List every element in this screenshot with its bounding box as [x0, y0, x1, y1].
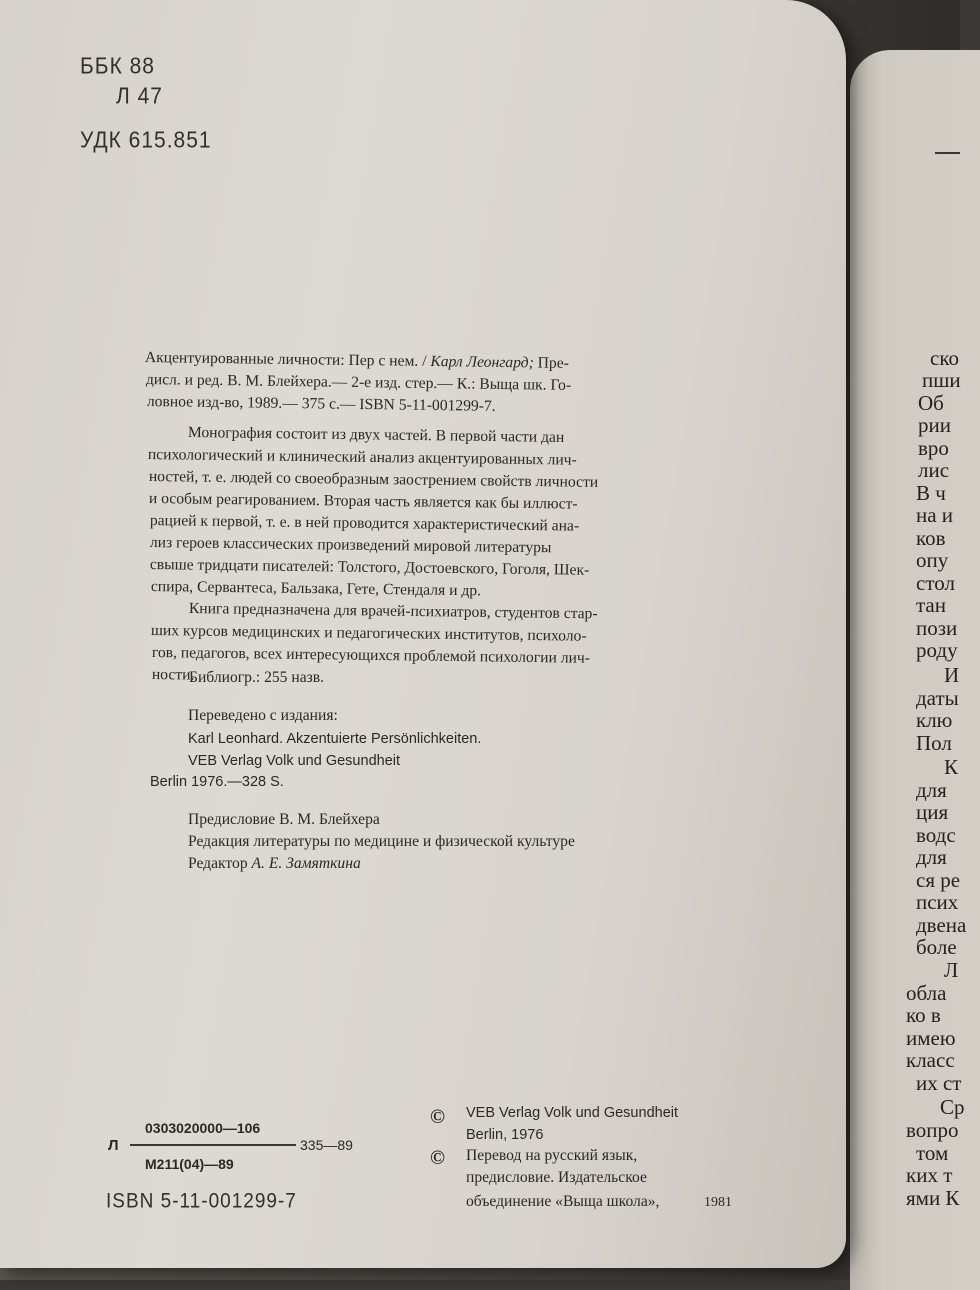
facing-fragment: псих	[916, 890, 959, 914]
annotation-line: Монография состоит из двух частей. В первой части дан	[187, 424, 565, 446]
facing-fragment: ков	[916, 526, 946, 550]
original-publisher: VEB Verlag Volk und Gesundheit	[188, 753, 401, 769]
facing-fragment: пози	[916, 616, 958, 640]
editor-name: А. Е. Замяткина	[251, 855, 361, 872]
record-line-3: ловное изд-во, 1989.— 375 с.— ISBN 5-11-001299-7.	[146, 393, 496, 415]
translation-copyright: объединение «Выща школа»,	[466, 1193, 660, 1210]
facing-fragment: Пол	[916, 731, 952, 755]
original-title: Karl Leonhard. Akzentuierte Persönlichkeiten.	[188, 731, 482, 747]
facing-fragment: клю	[916, 708, 953, 732]
editor-credit	[188, 856, 361, 872]
imprint-letter: Л	[108, 1137, 119, 1154]
facing-fragment: лис	[918, 458, 950, 482]
facing-fragment: ко в	[906, 1003, 941, 1027]
editor-label: Редактор	[188, 855, 252, 872]
facing-fragment: К	[944, 755, 959, 779]
facing-page-rule	[935, 152, 960, 154]
facing-fragment: вро	[918, 436, 949, 460]
facing-fragment: том	[916, 1141, 949, 1165]
isbn: ISBN 5-11-001299-7	[106, 1189, 297, 1214]
annotation-line: и особым реагированием. Вторая часть является как бы иллюст-	[148, 490, 578, 513]
facing-fragment: вопро	[906, 1118, 959, 1142]
copyright-year-line: Berlin, 1976	[466, 1127, 544, 1143]
facing-fragment: водс	[916, 823, 956, 847]
record-title: Акцентуированные личности: Пер с нем.	[144, 349, 419, 370]
copyright-symbol: ©	[430, 1106, 445, 1128]
facing-fragment: роду	[916, 638, 958, 662]
translation-intro: Переведено с издания:	[188, 707, 338, 724]
translation-copyright: Перевод на русский язык,	[466, 1147, 638, 1164]
translation-copyright: предисловие. Издательское	[466, 1169, 647, 1186]
annotation-line: спира, Сервантеса, Бальзака, Гете, Стендаля и др.	[150, 578, 482, 600]
facing-fragment: тан	[916, 593, 946, 617]
facing-fragment: класс	[906, 1048, 955, 1072]
record-author: Карл Леонгард;	[430, 352, 534, 372]
annotation-line: ших курсов медицинских и педагогических институтов, психоло-	[150, 622, 587, 645]
udk-code: УДК 615.851	[80, 127, 212, 154]
annotation-line: психологический и клинический анализ акцентуированных лич-	[147, 446, 577, 469]
annotation-line: ностей, т. е. людей со своеобразным заострением свойств личности	[148, 468, 599, 491]
annotation-line: рацией к первой, т. е. в ней проводится характеристический ана-	[149, 512, 580, 535]
original-imprint: Berlin 1976.—328 S.	[150, 774, 284, 790]
facing-fragment: для	[916, 778, 947, 802]
facing-fragment: даты	[916, 686, 959, 710]
facing-fragment: ско	[930, 346, 959, 370]
facing-fragment: имею	[906, 1026, 956, 1050]
facing-fragment: пши	[922, 368, 961, 392]
facing-fragment: боле	[916, 935, 957, 959]
record-slash: /	[418, 352, 431, 370]
record-line-1	[145, 350, 569, 372]
preface-credit: Предисловие В. М. Блейхера	[188, 811, 380, 828]
annotation-line: ности.	[151, 666, 195, 684]
imprint-code-right: 335—89	[300, 1137, 353, 1153]
fraction-line	[130, 1144, 296, 1146]
facing-fragment: для	[916, 845, 947, 869]
facing-fragment: ся ре	[916, 868, 961, 892]
annotation-line: гов, педагогов, всех интересующихся проблемой психологии лич-	[151, 644, 591, 667]
bibliography-count: Библиогр.: 255 назв.	[189, 669, 325, 686]
copyright-symbol: ©	[430, 1147, 445, 1169]
facing-fragment: рии	[918, 413, 951, 437]
facing-fragment: их ст	[916, 1071, 962, 1095]
annotation-line: свыше тридцати писателей: Толстого, Достоевского, Гоголя, Шек-	[149, 556, 590, 579]
facing-fragment: на и	[916, 503, 954, 527]
translation-copyright-year: 1981	[704, 1195, 732, 1210]
facing-fragment: Л	[944, 958, 959, 982]
facing-fragment: стол	[916, 571, 955, 595]
facing-fragment: ция	[916, 800, 949, 824]
facing-fragment: двена	[916, 913, 967, 937]
edition-office: Редакция литературы по медицине и физической культуре	[188, 833, 575, 850]
facing-fragment: ких т	[906, 1163, 953, 1187]
imprint-code-top: 0303020000—106	[145, 1120, 261, 1136]
facing-fragment: Ср	[940, 1095, 965, 1119]
bbk-code: ББК 88	[80, 53, 155, 80]
facing-fragment: обла	[906, 981, 947, 1005]
copyright-holder: VEB Verlag Volk und Gesundheit	[466, 1105, 679, 1121]
facing-fragment: ями К	[906, 1186, 960, 1210]
facing-fragment: Об	[918, 391, 944, 415]
imprint-code-bottom: М211(04)—89	[145, 1156, 234, 1172]
facing-fragment: опу	[916, 548, 949, 572]
bbk-subcode: Л 47	[116, 83, 163, 110]
annotation-line: лиз героев классических произведений мировой литературы	[149, 534, 552, 557]
record-line-2: дисл. и ред. В. М. Блейхера.— 2-е изд. стер.— К.: Выща шк. Го-	[145, 371, 572, 394]
facing-fragment: И	[944, 663, 960, 687]
record-line-1-end: Пре-	[533, 354, 570, 372]
annotation-line: Книга предназначена для врачей-психиатров, студентов стар-	[188, 600, 598, 623]
facing-fragment: В ч	[916, 481, 946, 505]
